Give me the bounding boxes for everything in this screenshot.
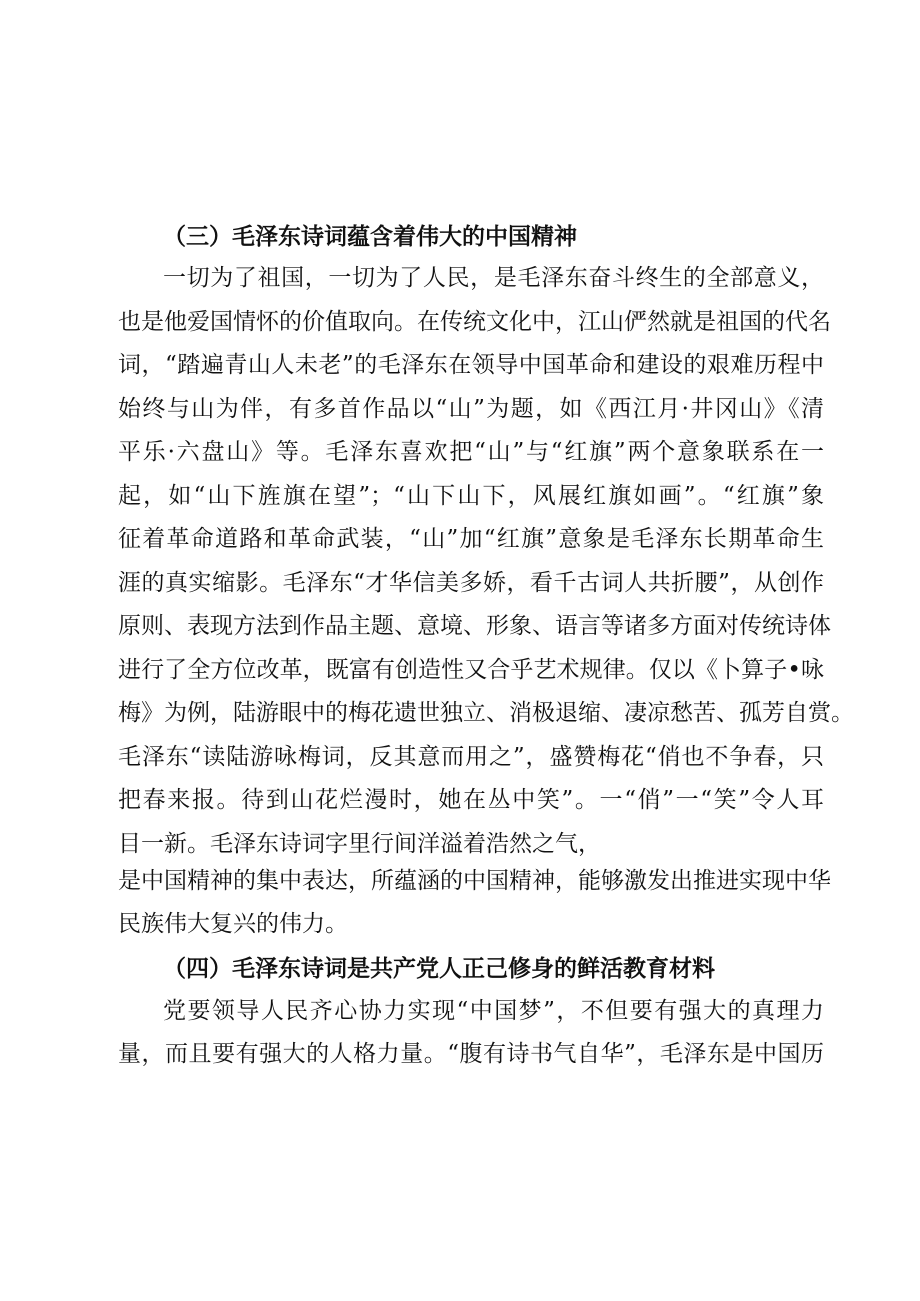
section-3-line-4: 始终与山为伴，有多首作品以“山”为题，如《西江月·井冈山》《清 <box>118 396 824 422</box>
section-3-line-8: 涯的真实缩影。毛泽东“才华信美多娇，看千古词人共折腰”，从创作 <box>118 570 824 596</box>
section-3-line-5: 平乐·六盘山》等。毛泽东喜欢把“山”与“红旗”两个意象联系在一 <box>118 439 824 465</box>
section-3-line-11: 梅》为例，陆游眼中的梅花遗世独立、消极退缩、凄凉愁苦、孤芳自赏。 <box>118 700 854 726</box>
section-3-line-6: 起，如“山下旌旗在望”；“山下山下，风展红旗如画”。“红旗”象 <box>118 483 824 509</box>
section-3-line-16: 民族伟大复兴的伟力。 <box>118 911 348 937</box>
section-3-line-15: 是中国精神的集中表达，所蕴涵的中国精神，能够激发出推进实现中华 <box>118 868 831 894</box>
section-4-line-1: 党要领导人民齐心协力实现“中国梦”，不但要有强大的真理力 <box>163 998 824 1024</box>
section-3-line-3: 词，“踏遍青山人未老”的毛泽东在领导中国革命和建设的艰难历程中 <box>118 352 824 378</box>
section-3-line-10: 进行了全方位改革，既富有创造性又合乎艺术规律。仅以《卜算子•咏 <box>118 657 824 683</box>
section-3-heading: （三）毛泽东诗词蕴含着伟大的中国精神 <box>163 223 577 250</box>
section-3-line-9: 原则、表现方法到作品主题、意境、形象、语言等诸多方面对传统诗体 <box>118 613 831 639</box>
section-3-line-1: 一切为了祖国，一切为了人民，是毛泽东奋斗终生的全部意义， <box>163 265 824 291</box>
section-3-line-2: 也是他爱国情怀的价值取向。在传统文化中，江山俨然就是祖国的代名 <box>118 309 831 335</box>
section-3-line-7: 征着革命道路和革命武装，“山”加“红旗”意象是毛泽东长期革命生 <box>118 526 824 552</box>
section-3-line-12: 毛泽东“读陆游咏梅词，反其意而用之”，盛赞梅花“俏也不争春，只 <box>118 744 824 770</box>
section-4-heading: （四）毛泽东诗词是共产党人正己修身的鲜活教育材料 <box>163 955 715 982</box>
section-3-line-14: 目一新。毛泽东诗词字里行间洋溢着浩然之气， <box>118 831 601 857</box>
section-4-line-2: 量，而且要有强大的人格力量。“腹有诗书气自华”，毛泽东是中国历 <box>118 1041 824 1067</box>
section-3-line-13: 把春来报。待到山花烂漫时，她在丛中笑”。一“俏”一“笑”令人耳 <box>118 787 824 813</box>
